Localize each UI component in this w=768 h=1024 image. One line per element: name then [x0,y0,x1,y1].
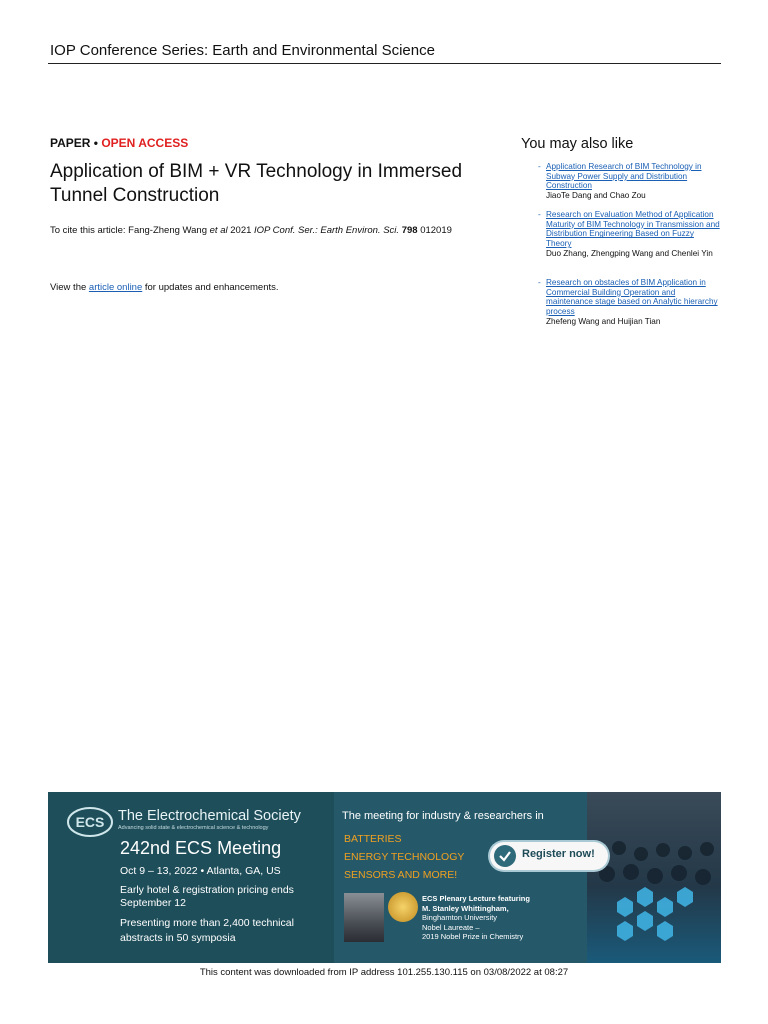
plenary-line: Nobel Laureate – [422,922,480,932]
speaker-photo [344,893,384,942]
view-suffix: for updates and enhancements. [142,282,279,293]
related-heading: You may also like [521,136,634,152]
cite-prefix: To cite this article: Fang-Zheng Wang [50,225,210,236]
cite-year: 2021 [227,225,255,236]
plenary-line: M. Stanley Whittingham, [422,903,509,913]
society-tagline: Advancing solid state & electrochemical science & technology [118,825,269,831]
ecs-logo-icon [66,806,114,838]
svg-text:ECS: ECS [75,814,105,830]
related-item-link[interactable]: Research on Evaluation Method of Application Maturity of BIM Technology in Transmission and Distribution Engineering Based on Fuzzy Theory [546,210,720,249]
nobel-medal-icon [388,892,418,922]
article-online-link[interactable]: article online [88,282,143,293]
separator: • [90,136,102,150]
plenary-line: 2019 Nobel Prize in Chemistry [422,932,524,941]
cite-volume: 798 [401,225,418,236]
download-footer: This content was downloaded from IP address 101.255.130.115 on 03/08/2022 at 08:27 [199,967,569,978]
related-item-link[interactable]: Application Research of BIM Technology in Subway Power Supply and Distribution Construction [546,162,702,191]
banner-audience-photo [587,792,721,963]
ecs-banner-ad[interactable] [48,792,721,963]
related-item-link[interactable]: Research on obstacles of BIM Application in Commercial Building Operation and maintenance stage based on Analytic hierarchy process [546,278,718,317]
citation [50,225,510,236]
banner-mid-heading: The meeting for industry & researchers in [342,810,544,822]
audience-illustration [587,792,721,963]
header-divider [48,63,721,64]
early-pricing-note: Early hotel & registration pricing ends September 12 [120,884,294,909]
related-item [538,278,720,327]
meeting-title: 242nd ECS Meeting [120,838,282,858]
open-access-label: OPEN ACCESS [101,136,189,150]
bullet-dash: - [538,278,541,287]
related-item-authors: Zhefeng Wang and Huijian Tian [546,316,661,326]
plenary-line: ECS Plenary Lecture featuring [422,894,530,903]
presenting-note: Presenting more than 2,400 technical abstracts in 50 symposia [120,917,294,944]
cite-article: 012019 [417,225,452,236]
related-item-authors: Duo Zhang, Zhengping Wang and Chenlei Yin [546,248,713,258]
register-now-button[interactable] [490,842,608,870]
paper-type-label: PAPER [50,136,91,150]
article-title: Application of BIM + VR Technology in Immersed Tunnel Construction [50,161,463,206]
cite-journal: IOP Conf. Ser.: Earth Environ. Sci. [254,225,400,236]
view-online-line [50,282,279,293]
plenary-lecture-info [422,894,592,942]
related-item [538,162,720,201]
journal-name: IOP Conference Series: Earth and Environmental Science [50,42,435,59]
check-circle-icon [494,845,516,867]
related-item-authors: JiaoTe Dang and Chao Zou [546,191,646,201]
paper-type-line [50,136,188,150]
bullet-dash: - [538,162,541,171]
society-name: The Electrochemical Society [118,808,301,824]
topic-item: BATTERIES [344,833,402,845]
related-item [538,210,720,259]
bullet-dash: - [538,210,541,219]
topic-item: ENERGY TECHNOLOGY [344,851,465,863]
cite-etal: et al [209,225,228,236]
register-label: Register now! [522,848,595,860]
view-prefix: View the [50,282,89,293]
plenary-line: Binghamton University [422,913,498,922]
topic-item: SENSORS AND MORE! [344,869,458,881]
meeting-dates: Oct 9 – 13, 2022 • Atlanta, GA, US [120,865,281,877]
